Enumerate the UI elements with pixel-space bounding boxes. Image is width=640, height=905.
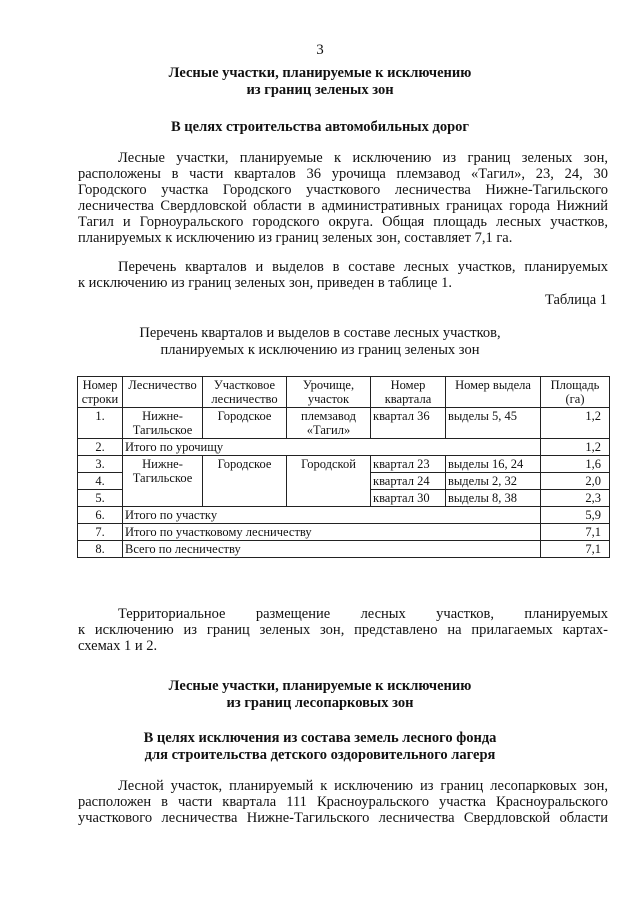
header-area: Площадь (га) xyxy=(541,377,610,408)
section2-title xyxy=(0,678,640,712)
table-row xyxy=(78,541,610,558)
cell-area: 7,1 xyxy=(541,541,610,558)
cell-quarter: квартал 23 xyxy=(371,456,446,473)
cell-num: 3. xyxy=(78,456,123,473)
table-caption-line2: планируемых к исключению из границ зеленых зон xyxy=(160,342,480,358)
header-forestry: Лесничество xyxy=(123,377,203,408)
paragraph-line: Лесной участок, планируемый к исключению из границ лесопарковых зон, xyxy=(118,778,608,794)
paragraph-line: к исключению из границ зеленых зон, приведен в таблице 1. xyxy=(78,275,452,291)
paragraph-line: участкового лесничества Нижне-Тагильского лесничества Свердловской области xyxy=(78,810,608,826)
cell-area: 7,1 xyxy=(541,524,610,541)
cell-tract: Городской xyxy=(287,456,371,507)
cell-plot: выделы 16, 24 xyxy=(446,456,541,473)
cell-num: 6. xyxy=(78,507,123,524)
cell-area: 1,6 xyxy=(541,456,610,473)
plots-table xyxy=(77,376,610,558)
cell-quarter: квартал 24 xyxy=(371,473,446,490)
header-plot: Номер выдела xyxy=(446,377,541,408)
section1-title xyxy=(0,65,640,99)
cell-num: 5. xyxy=(78,490,123,507)
cell-num: 4. xyxy=(78,473,123,490)
table-header-row xyxy=(78,377,610,408)
cell-subtotal-label: Итого по участку xyxy=(123,507,541,524)
header-tract: Урочище, участок xyxy=(287,377,371,408)
section1-paragraph1 xyxy=(78,150,608,246)
section1-title-line1: Лесные участки, планируемые к исключению xyxy=(168,65,472,81)
section2-title-line2: из границ лесопарковых зон xyxy=(226,695,414,711)
paragraph-line: к исключению из границ зеленых зон, представлено на прилагаемых картах- xyxy=(78,622,608,638)
table-caption xyxy=(0,325,640,359)
cell-num: 8. xyxy=(78,541,123,558)
paragraph-line: Территориальное размещение лесных участков, планируемых xyxy=(118,606,608,622)
cell-plot: выделы 5, 45 xyxy=(446,408,541,439)
cell-num: 1. xyxy=(78,408,123,439)
cell-plot: выделы 2, 32 xyxy=(446,473,541,490)
cell-district: Городское xyxy=(203,456,287,507)
cell-subtotal-label: Итого по участковому лесничеству xyxy=(123,524,541,541)
cell-area: 2,0 xyxy=(541,473,610,490)
cell-area: 1,2 xyxy=(541,439,610,456)
section1-subtitle xyxy=(0,119,640,136)
table-row xyxy=(78,408,610,439)
section1-paragraph2 xyxy=(78,259,608,291)
header-num: Номер строки xyxy=(78,377,123,408)
cell-total-label: Всего по лесничеству xyxy=(123,541,541,558)
section1-paragraph3 xyxy=(78,606,608,654)
cell-forestry: Нижне-Тагильское xyxy=(123,408,203,439)
paragraph-line: расположен в части квартала 111 Красноуральского участка Красноуральского xyxy=(78,794,608,810)
table-row xyxy=(78,524,610,541)
section1-subtitle-text: В целях строительства автомобильных дорог xyxy=(171,119,469,135)
section2-subtitle-line2: для строительства детского оздоровительного лагеря xyxy=(144,747,496,763)
cell-plot: выделы 8, 38 xyxy=(446,490,541,507)
cell-num: 7. xyxy=(78,524,123,541)
section2-paragraph1 xyxy=(78,778,608,826)
page-number: 3 xyxy=(316,42,324,58)
cell-tract: племзавод «Тагил» xyxy=(287,408,371,439)
section2-subtitle-line1: В целях исключения из состава земель лесного фонда xyxy=(143,730,497,746)
cell-quarter: квартал 36 xyxy=(371,408,446,439)
cell-num: 2. xyxy=(78,439,123,456)
cell-area: 2,3 xyxy=(541,490,610,507)
table-row xyxy=(78,507,610,524)
header-district: Участковое лесничество xyxy=(203,377,287,408)
paragraph-line: Перечень кварталов и выделов в составе лесных участков, планируемых xyxy=(118,259,608,275)
header-quarter: Номер квартала xyxy=(371,377,446,408)
section2-subtitle xyxy=(0,730,640,764)
cell-forestry: Нижне-Тагильское xyxy=(123,456,203,507)
paragraph-line: расположены в части кварталов 36 урочища племзавод «Тагил», 23, 24, 30 xyxy=(78,166,608,182)
table-reference: Таблица 1 xyxy=(544,292,607,308)
paragraph-line: планируемых к исключению из границ зеленых зон, составляет 7,1 га. xyxy=(78,230,513,246)
paragraph-line: Городского участка Городского участкового лесничества Нижне-Тагильского xyxy=(78,182,608,198)
paragraph-line: схемах 1 и 2. xyxy=(78,638,158,654)
cell-area: 1,2 xyxy=(541,408,610,439)
cell-quarter: квартал 30 xyxy=(371,490,446,507)
section2-title-line1: Лесные участки, планируемые к исключению xyxy=(168,678,472,694)
section1-title-line2: из границ зеленых зон xyxy=(246,82,394,98)
cell-subtotal-label: Итого по урочищу xyxy=(123,439,541,456)
table-row xyxy=(78,456,610,473)
paragraph-line: Тагил и Горноуральского городского округа. Общая площадь лесных участков, xyxy=(78,214,608,230)
paragraph-line: Лесные участки, планируемые к исключению из границ зеленых зон, xyxy=(118,150,608,166)
cell-district: Городское xyxy=(203,408,287,439)
table-caption-line1: Перечень кварталов и выделов в составе лесных участков, xyxy=(139,325,501,341)
table-row xyxy=(78,439,610,456)
cell-area: 5,9 xyxy=(541,507,610,524)
paragraph-line: лесничества Свердловской области в административных границах города Нижний xyxy=(78,198,608,214)
